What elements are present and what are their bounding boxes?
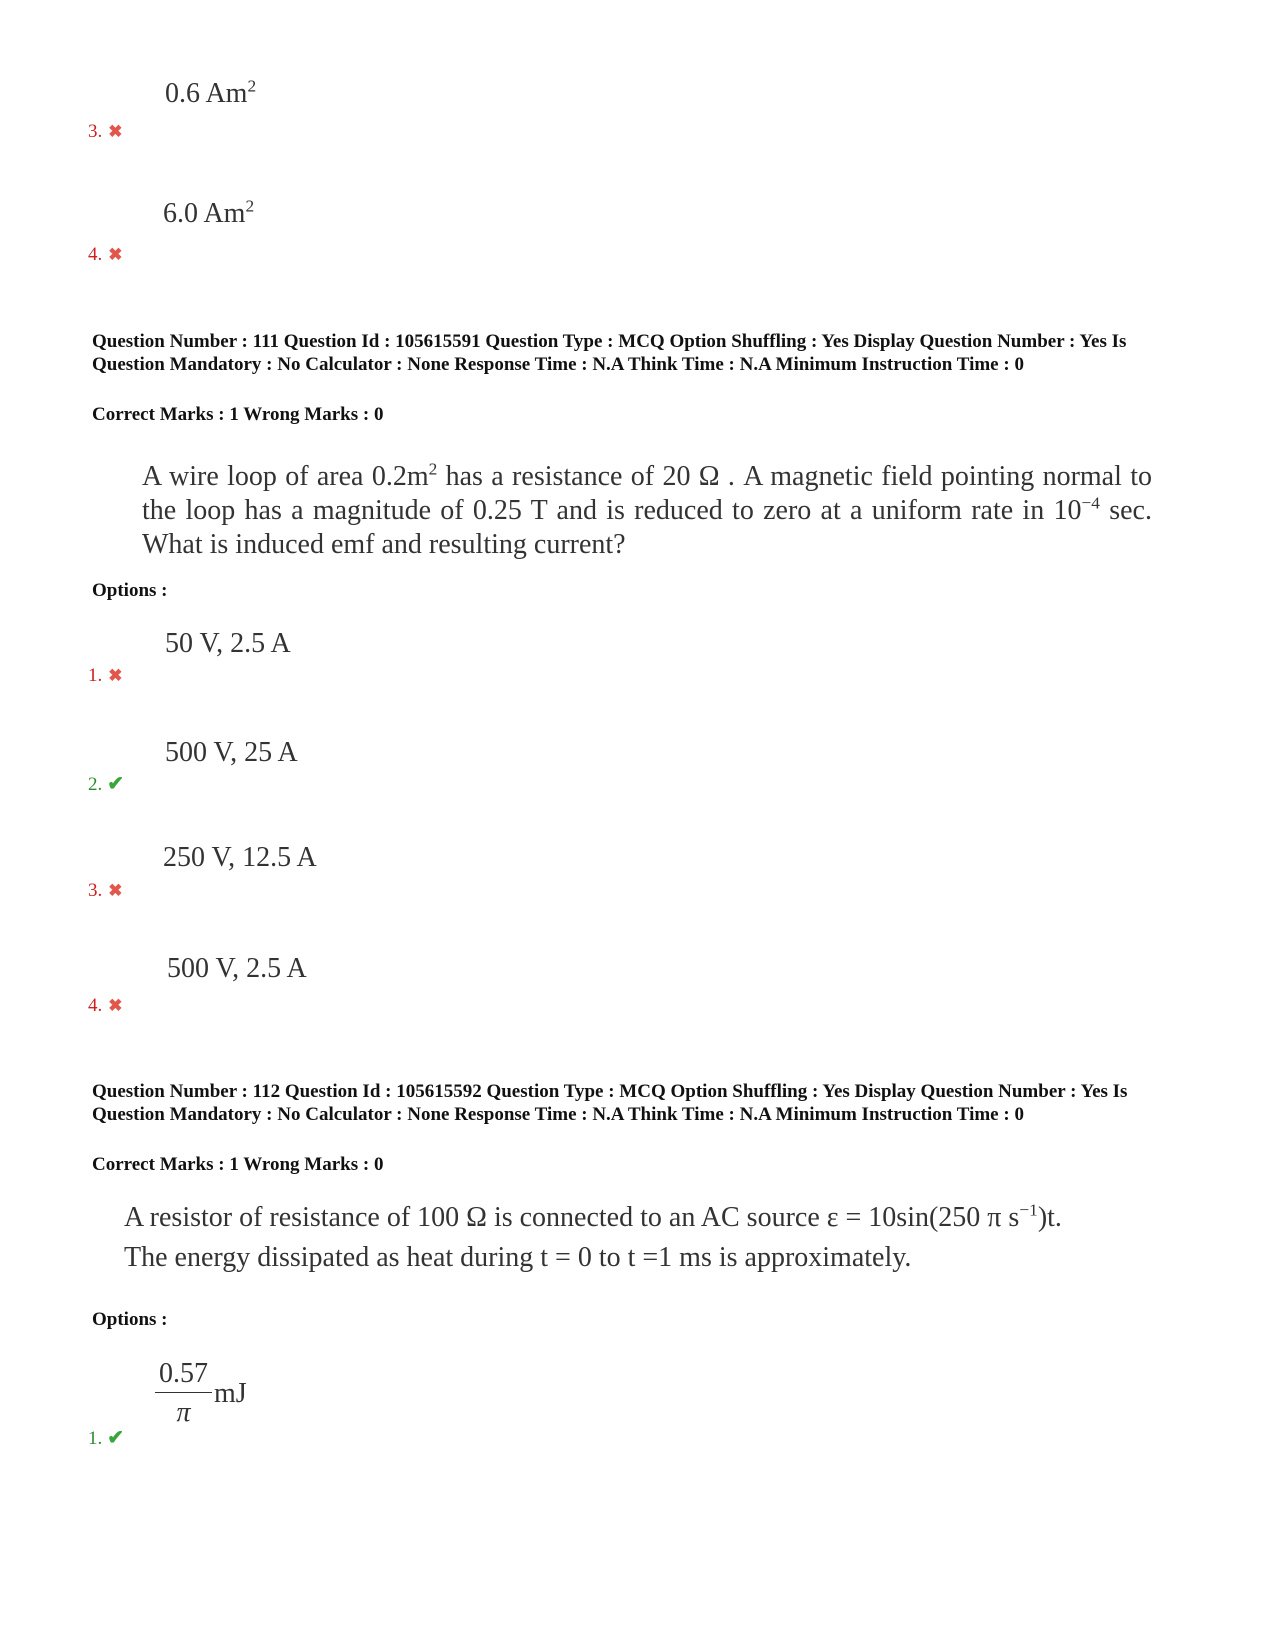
option-number: 2. bbox=[88, 774, 103, 795]
option-value: 50 V, 2.5 A bbox=[165, 628, 291, 659]
option-number: 4. bbox=[88, 244, 103, 265]
option-number: 3. bbox=[88, 121, 103, 142]
option-number-row bbox=[88, 995, 123, 1017]
fraction-denominator: π bbox=[176, 1397, 191, 1428]
question-meta: Question Number : 111 Question Id : 105615591 Question Type : MCQ Option Shuffling : Yes Display Question Number : Yes Is Question Mandatory : No Calculator : None Response Time : N.A Think Time : N.A Minimum Instruction Time : 0 bbox=[92, 331, 1127, 375]
cross-icon: ✖ bbox=[108, 996, 123, 1015]
cross-icon: ✖ bbox=[108, 666, 123, 685]
option-number-row bbox=[88, 665, 123, 687]
options-label: Options : bbox=[92, 580, 168, 601]
option-number-row bbox=[88, 1425, 124, 1450]
question-line: A resistor of resistance of 100 Ω is connected to an AC source ε = 10sin(250 π $s^{-1})t$. bbox=[124, 1200, 1062, 1233]
option-number-row bbox=[88, 880, 123, 902]
option-number: 1. bbox=[88, 665, 103, 686]
cross-icon: ✖ bbox=[108, 245, 123, 264]
fraction-numerator: 0.57 bbox=[155, 1358, 212, 1393]
option-value: 500 V, 2.5 A bbox=[167, 953, 307, 984]
option-value: 500 V, 25 A bbox=[165, 737, 298, 768]
question-text bbox=[124, 1198, 1174, 1278]
question-line: The energy dissipated as heat during t = 0 to t =1 ms is approximately. bbox=[124, 1242, 912, 1273]
option-value: 250 V, 12.5 A bbox=[163, 842, 317, 873]
check-icon: ✔ bbox=[107, 773, 125, 795]
option-number-row bbox=[88, 771, 124, 796]
question-meta: Question Number : 112 Question Id : 105615592 Question Type : MCQ Option Shuffling : Yes Display Question Number : Yes Is Question Mandatory : No Calculator : None Response Time : N.A Think Time : N.A Minimum Instruction Time : 0 bbox=[92, 1081, 1128, 1125]
option-value: 6.0 Am$^2$ bbox=[163, 196, 255, 229]
question-text: A wire loop of area $0.2m^2$ has a resistance of 20 Ω . A magnetic field pointing normal to the loop has a magnitude of 0.25 T and is reduced to zero at a uniform rate in $10^{-4}$ sec. What is induced emf and resulting current? bbox=[142, 459, 1152, 560]
option-number: 1. bbox=[88, 1428, 103, 1449]
question-marks: Correct Marks : 1 Wrong Marks : 0 bbox=[92, 404, 384, 425]
option-number-row bbox=[88, 244, 123, 266]
fraction-unit: mJ bbox=[214, 1377, 247, 1409]
option-value: 0.6 Am$^2$ bbox=[165, 76, 257, 109]
fraction bbox=[155, 1358, 212, 1429]
option-number-row bbox=[88, 121, 123, 143]
option-number: 4. bbox=[88, 995, 103, 1016]
question-marks: Correct Marks : 1 Wrong Marks : 0 bbox=[92, 1154, 384, 1175]
cross-icon: ✖ bbox=[108, 122, 123, 141]
option-number: 3. bbox=[88, 880, 103, 901]
options-label: Options : bbox=[92, 1309, 168, 1330]
option-value-fraction bbox=[155, 1358, 247, 1429]
check-icon: ✔ bbox=[107, 1427, 125, 1449]
cross-icon: ✖ bbox=[108, 881, 123, 900]
